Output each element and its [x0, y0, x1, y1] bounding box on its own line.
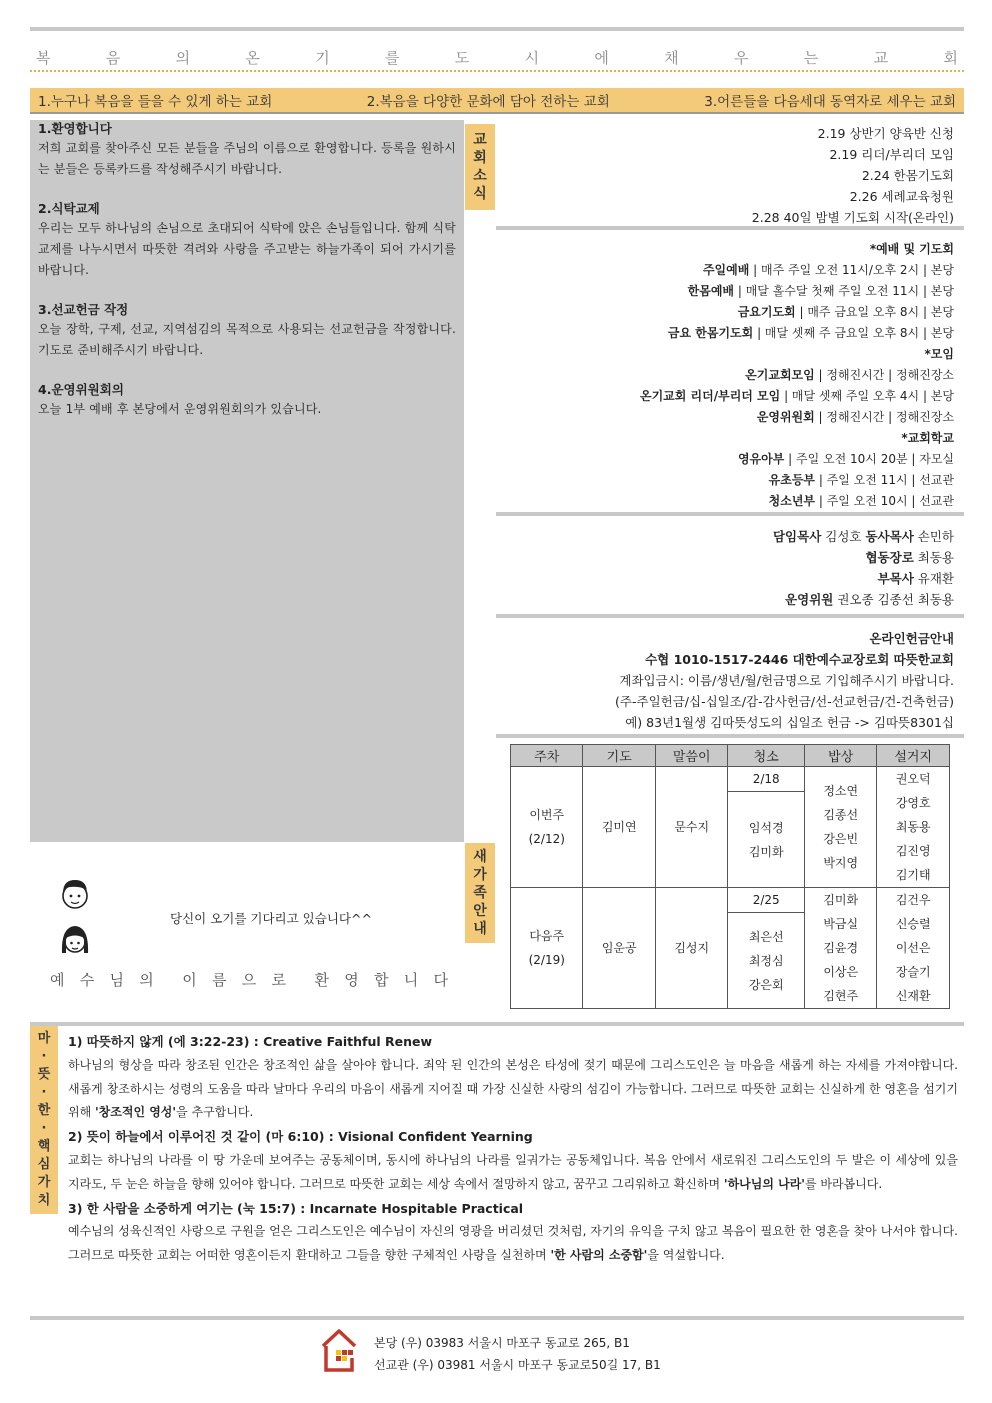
- staff-row: [496, 589, 954, 610]
- church-news-list: [496, 120, 964, 230]
- duty-header-row: [511, 745, 950, 767]
- tagline-char: 시: [524, 48, 540, 67]
- tab-church-news: [465, 124, 495, 210]
- duty-header: 설거지: [877, 745, 950, 767]
- staff-row: [496, 547, 954, 568]
- news-item: 2.28 40일 밤별 기도회 시작(온라인): [751, 210, 954, 225]
- announcement: [38, 301, 456, 361]
- duty-clean: [728, 792, 805, 888]
- staff-name: 김성호: [821, 529, 866, 544]
- tab-char: 소: [473, 168, 487, 184]
- schedule-group: [496, 239, 954, 260]
- core-value-text: 을 추구합니다.: [176, 1105, 254, 1120]
- tab-char: 교: [473, 132, 487, 148]
- news-item: 2.24 한몸기도회: [861, 168, 954, 183]
- duty-person: 최동용: [895, 820, 931, 834]
- duty-meal: [804, 767, 876, 888]
- schedule-name: 금요기도회: [737, 305, 796, 319]
- duty-clean-date: 2/18: [728, 767, 805, 792]
- welcome-in-jesus-name: [50, 969, 450, 990]
- staff-name: 손민하: [913, 529, 954, 544]
- schedule-name: 유초등부: [768, 473, 816, 487]
- tab-char: 식: [473, 186, 487, 202]
- staff-role: 부목사: [877, 571, 914, 586]
- vision-item: 2.복음을 다양한 문화에 담아 전하는 교회: [366, 94, 610, 110]
- vision-item: 3.어른들을 다음세대 동역자로 세우는 교회: [704, 94, 956, 110]
- church-house-logo: [320, 1328, 358, 1374]
- welcome-area: [30, 845, 464, 1015]
- week-label: 이번주: [529, 808, 565, 822]
- news-item: 2.26 세례교육청원: [849, 189, 954, 204]
- tagline-char: 교: [873, 48, 889, 67]
- tab-char: 한: [37, 1103, 51, 1118]
- tagline: [30, 44, 964, 72]
- core-value-text: 예수님의 성육신적인 사랑으로 구원을 얻은 그리스도인은 예수님이 자신의 영광을 버리셨던 것처럼, 자기의 유익을 구치 않고 복음이 필요한 한 영혼을 찾아 나서야 합니다. 그러므로 따뜻한 교회는 어떠한 영혼이든지 환대하고 그들을 향한 구체적인 사랑을 실천하며: [68, 1224, 958, 1263]
- announcement-body: 오늘 1부 예배 후 본당에서 운영위원회의가 있습니다.: [38, 402, 322, 416]
- schedule-group-title: *예배 및 기도회: [869, 242, 954, 256]
- tab-char: 핵: [37, 1139, 51, 1154]
- core-value-text: 를 바라봅니다.: [804, 1176, 883, 1191]
- staff-row: [496, 526, 954, 547]
- tagline-char: 기: [315, 48, 330, 67]
- schedule-name: 운영위원회: [756, 410, 815, 424]
- announcement-title: 2.식탁교제: [38, 201, 100, 216]
- tab-char: ·: [41, 1049, 47, 1064]
- staff-name: 최동용: [913, 550, 954, 565]
- duty-person: 김진영: [895, 844, 931, 858]
- schedule-row: [496, 407, 954, 428]
- schedule-name: 주일예배: [702, 263, 750, 277]
- duty-person: 김미화: [748, 844, 784, 859]
- duty-header: 말씀이: [655, 745, 727, 767]
- schedule-row: [496, 302, 954, 323]
- welcome-char: 환: [314, 971, 331, 989]
- schedule-detail: | 정해진시간 | 정해진장소: [814, 368, 954, 382]
- offering-note: 계좌입금시: 이름/생년/월/헌금명으로 기입해주시기 바랍니다.: [619, 673, 954, 688]
- footer: [320, 1328, 740, 1378]
- core-value-highlight: '한 사람의 소중함': [550, 1248, 648, 1263]
- staff-role: 담임목사: [772, 529, 822, 544]
- duty-dishes: [877, 888, 950, 1009]
- announcement-body: 우리는 모두 하나님의 손님으로 초대되어 식탁에 앉은 손님들입니다. 함께 식탁교제를 나누시면서 따뜻한 격려와 사랑을 주고받는 하늘가족이 되어 가시기를 바랍니다.: [38, 221, 456, 277]
- core-value-title: 2) 뜻이 하늘에서 이루어진 것 같이 (마 6:10) : Visional Confident Yearning: [68, 1129, 533, 1145]
- schedule-row: [496, 491, 954, 512]
- schedule-detail: | 매달 홀수달 첫째 주일 오전 11시 | 본당: [734, 284, 954, 298]
- welcome-char: 영: [344, 971, 361, 989]
- announcement-title: 3.선교헌금 작정: [38, 302, 129, 317]
- duty-person: 신승렬: [895, 917, 931, 931]
- duty-person: 정소연: [823, 784, 859, 798]
- duty-header: 기도: [583, 745, 655, 767]
- core-values-body: [68, 1030, 958, 1268]
- staff-name: 권오종 김종선 최동용: [833, 592, 954, 607]
- welcome-char: 예: [50, 971, 67, 989]
- duty-person: 이선은: [895, 941, 931, 955]
- schedule-row: [496, 470, 954, 491]
- schedule-group-title: *모임: [924, 347, 954, 361]
- duty-header: 밥상: [804, 745, 876, 767]
- duty-person: 최정심: [748, 953, 784, 968]
- core-value-body: [68, 1220, 958, 1268]
- duty-person: 김건우: [895, 893, 931, 907]
- staff-role: 운영위원: [785, 592, 834, 607]
- tab-char: 안: [473, 903, 487, 919]
- schedule-group: [496, 344, 954, 365]
- welcome-char: 니: [403, 971, 421, 989]
- schedule-detail: | 매달 셋째 주일 오후 4시 | 본당: [780, 389, 954, 403]
- offering-note: (주-주일헌금/십-십일조/감-감사헌금/선-선교헌금/건-건축헌금): [615, 694, 954, 709]
- tab-char: 족: [473, 885, 487, 901]
- online-offering: [496, 624, 964, 738]
- core-value-text: 하나님의 형상을 따라 창조된 인간은 창조적인 삶을 살아야 합니다. 죄악 된 인간의 본성은 타성에 젖기 때문에 그리스도인은 늘 마음을 새롭게 하는 자세를 가져야합니다. 새롭게 창조하시는 성령의 도움을 따라 날마다 우리의 마음이 새롭게 지어질 때 가장 신실한 사랑의 섬김이 가능합니다. 그러므로 따뜻한 교회는 신실하게 한 영혼을 섬기기 위해: [68, 1057, 958, 1120]
- duty-person: 강은회: [748, 977, 784, 992]
- core-value-text: 교회는 하나님의 나라를 이 땅 가운데 보여주는 공동체이며, 동시에 하나님의 나라를 일궈가는 공동체입니다. 복음 안에서 새로워진 그리스도인의 두 발은 이 세상에 있을 지라도, 두 눈은 하늘을 향해 있어야 합니다. 그러므로 따뜻한 교회는 세상 속에서 절망하지 않고, 꿈꾸고 그리워하고 확신하며: [68, 1152, 958, 1191]
- announcements-panel: [30, 120, 464, 842]
- welcome-message: 당신이 오기를 기다리고 있습니다^^: [170, 911, 372, 926]
- tab-char: ·: [41, 1121, 47, 1136]
- welcome-char: 름: [212, 971, 229, 989]
- duty-prayer: 김미연: [583, 767, 655, 888]
- tab-char: 뜻: [37, 1067, 51, 1082]
- core-value-body: [68, 1149, 958, 1197]
- girl-face-icon: [60, 923, 90, 957]
- duty-person: 김현주: [823, 989, 859, 1003]
- tab-char: 가: [37, 1175, 51, 1190]
- duty-person: 강영호: [895, 796, 931, 810]
- schedule-detail: | 매주 금요일 오후 8시 | 본당: [795, 305, 954, 319]
- week-date: (2/19): [528, 953, 565, 967]
- duty-person: 장슬기: [895, 965, 931, 979]
- announcement: [38, 200, 456, 281]
- duty-table: [510, 744, 950, 1009]
- footer-rule: [30, 1316, 964, 1320]
- schedule-detail: | 매달 셋째 주 금요일 오후 8시 | 본당: [753, 326, 954, 340]
- duty-person: 박지영: [823, 856, 859, 870]
- schedule-name: 금요 한몸기도회: [667, 326, 754, 340]
- mission-hall-address: 선교관 (우) 03981 서울시 마포구 동교로50길 17, B1: [374, 1358, 661, 1372]
- news-item: 2.19 상반기 양육반 신청: [817, 126, 954, 141]
- tab-char: 치: [37, 1193, 51, 1208]
- offering-note: 예) 83년1월생 김따뜻성도의 십일조 헌금 -> 김따뜻8301십: [625, 715, 954, 730]
- announcement: [38, 120, 456, 180]
- welcome-char: 의: [139, 971, 156, 989]
- duty-person: 최은선: [748, 929, 784, 944]
- duty-person: 권오덕: [895, 772, 931, 786]
- core-value-body: [68, 1054, 958, 1125]
- tab-char: 새: [473, 849, 487, 865]
- tagline-char: 회: [943, 48, 958, 67]
- duty-person: 강은빈: [823, 832, 859, 846]
- week-date: (2/12): [528, 832, 565, 846]
- tagline-char: 채: [664, 48, 679, 67]
- tagline-char: 는: [803, 48, 819, 67]
- announcement-title: 1.환영합니다: [38, 121, 112, 136]
- offering-title: 온라인헌금안내: [869, 631, 954, 646]
- duty-clean: [728, 913, 805, 1009]
- welcome-char: 수: [79, 971, 97, 989]
- duty-person: 신재환: [895, 989, 931, 1003]
- schedule-detail: | 주일 오전 11시 | 선교관: [815, 473, 954, 487]
- tagline-char: 음: [105, 48, 121, 67]
- tagline-char: 를: [384, 48, 400, 67]
- duty-person: 김미화: [823, 893, 859, 907]
- schedule-row: [496, 281, 954, 302]
- welcome-char: 이: [182, 971, 199, 989]
- schedule-name: 온기교회 리더/부리더 모임: [639, 389, 781, 403]
- schedule-detail: | 주일 오전 10시 20분 | 자모실: [784, 452, 954, 466]
- duty-clean-date: 2/25: [728, 888, 805, 913]
- staff-row: [496, 568, 954, 589]
- duty-week-row: [511, 767, 950, 792]
- schedule-row: [496, 323, 954, 344]
- duty-header: 주차: [511, 745, 583, 767]
- welcome-char: 님: [109, 971, 126, 989]
- tab-char: 회: [473, 150, 487, 166]
- main-sanctuary-address: 본당 (우) 03983 서울시 마포구 동교로 265, B1: [374, 1336, 630, 1350]
- duty-header: 청소: [728, 745, 805, 767]
- duty-word: 문수지: [655, 767, 727, 888]
- schedule-row: [496, 365, 954, 386]
- announcement-body: 저희 교회를 찾아주신 모든 분들을 주님의 이름으로 환영합니다. 등록을 원하시는 분들은 등록카드를 작성해주시기 바랍니다.: [38, 141, 456, 176]
- top-rule: [30, 27, 964, 31]
- boy-face-icon: [60, 878, 90, 912]
- duty-word: 김성지: [655, 888, 727, 1009]
- staff-list: [496, 522, 964, 618]
- schedule-detail: | 정해진시간 | 정해진장소: [814, 410, 954, 424]
- schedule-row: [496, 386, 954, 407]
- duty-prayer: 임운공: [583, 888, 655, 1009]
- core-value-title: 3) 한 사람을 소중하게 여기는 (눅 15:7) : Incarnate Hospitable Practical: [68, 1200, 524, 1216]
- duty-person: 김윤경: [823, 941, 859, 955]
- schedule-detail: | 매주 주일 오전 11시/오후 2시 | 본당: [749, 263, 954, 277]
- schedule-row: [496, 260, 954, 281]
- schedule-row: [496, 449, 954, 470]
- schedule-detail: | 주일 오전 10시 | 선교관: [815, 494, 954, 508]
- tab-new-family: [465, 843, 495, 943]
- welcome-char: 으: [241, 971, 259, 989]
- schedule-name: 청소년부: [768, 494, 816, 508]
- core-value-highlight: '창조적인 영성': [95, 1105, 177, 1120]
- schedule-group: [496, 428, 954, 449]
- tab-char: 마: [37, 1031, 51, 1046]
- schedule-name: 한몸예배: [687, 284, 735, 298]
- duty-person: 임석경: [748, 820, 784, 835]
- core-value-title: 1) 따뜻하지 않게 (에 3:22-23) : Creative Faithful Renew: [68, 1034, 433, 1049]
- tagline-char: 도: [454, 48, 470, 67]
- welcome-char: 다: [433, 971, 450, 989]
- duty-meal: [804, 888, 876, 1009]
- staff-role: 협동장로: [865, 550, 914, 565]
- duty-person: 이상은: [823, 965, 859, 979]
- tagline-char: 에: [594, 48, 609, 67]
- announcement-body: 오늘 장학, 구제, 선교, 지역섬김의 목적으로 사용되는 선교헌금을 작정합니다. 기도로 준비해주시기 바랍니다.: [38, 322, 456, 357]
- core-values-section: [30, 1022, 964, 1312]
- staff-role: 동사목사: [865, 529, 914, 544]
- news-item: 2.19 리더/부리더 모임: [829, 147, 954, 162]
- announcement: [38, 381, 456, 420]
- offering-account: 수협 1010-1517-2446 대한예수교장로회 따뜻한교회: [645, 652, 954, 667]
- core-value-text: 을 역설합니다.: [647, 1248, 725, 1263]
- week-label: 다음주: [529, 929, 565, 943]
- duty-week-row: [511, 888, 950, 913]
- worship-schedule: [496, 236, 964, 516]
- duty-week: [511, 767, 583, 888]
- schedule-group-title: *교회학교: [901, 431, 954, 445]
- core-value-highlight: '하나님의 나라': [723, 1176, 805, 1191]
- schedule-name: 영유아부: [737, 452, 785, 466]
- vision-item: 1.누구나 복음을 들을 수 있게 하는 교회: [38, 94, 273, 110]
- tagline-char: 의: [175, 48, 191, 67]
- tab-char: 내: [473, 921, 487, 937]
- duty-dishes: [877, 767, 950, 888]
- welcome-char: 합: [374, 971, 391, 989]
- duty-person: 박금실: [823, 917, 859, 931]
- schedule-name: 온기교회모임: [745, 368, 815, 382]
- announcement-title: 4.운영위원회의: [38, 382, 124, 397]
- tab-char: 가: [473, 867, 487, 883]
- duty-week: [511, 888, 583, 1009]
- tagline-char: 우: [733, 48, 749, 67]
- welcome-char: 로: [271, 971, 288, 989]
- tagline-char: 복: [36, 48, 51, 67]
- duty-person: 김종선: [823, 808, 859, 822]
- tab-char: ·: [41, 1085, 47, 1100]
- duty-person: 김기태: [895, 868, 931, 882]
- tab-char: 심: [37, 1157, 51, 1172]
- staff-name: 유재환: [913, 571, 954, 586]
- tagline-char: 온: [245, 48, 260, 67]
- vision-bar: [30, 88, 964, 114]
